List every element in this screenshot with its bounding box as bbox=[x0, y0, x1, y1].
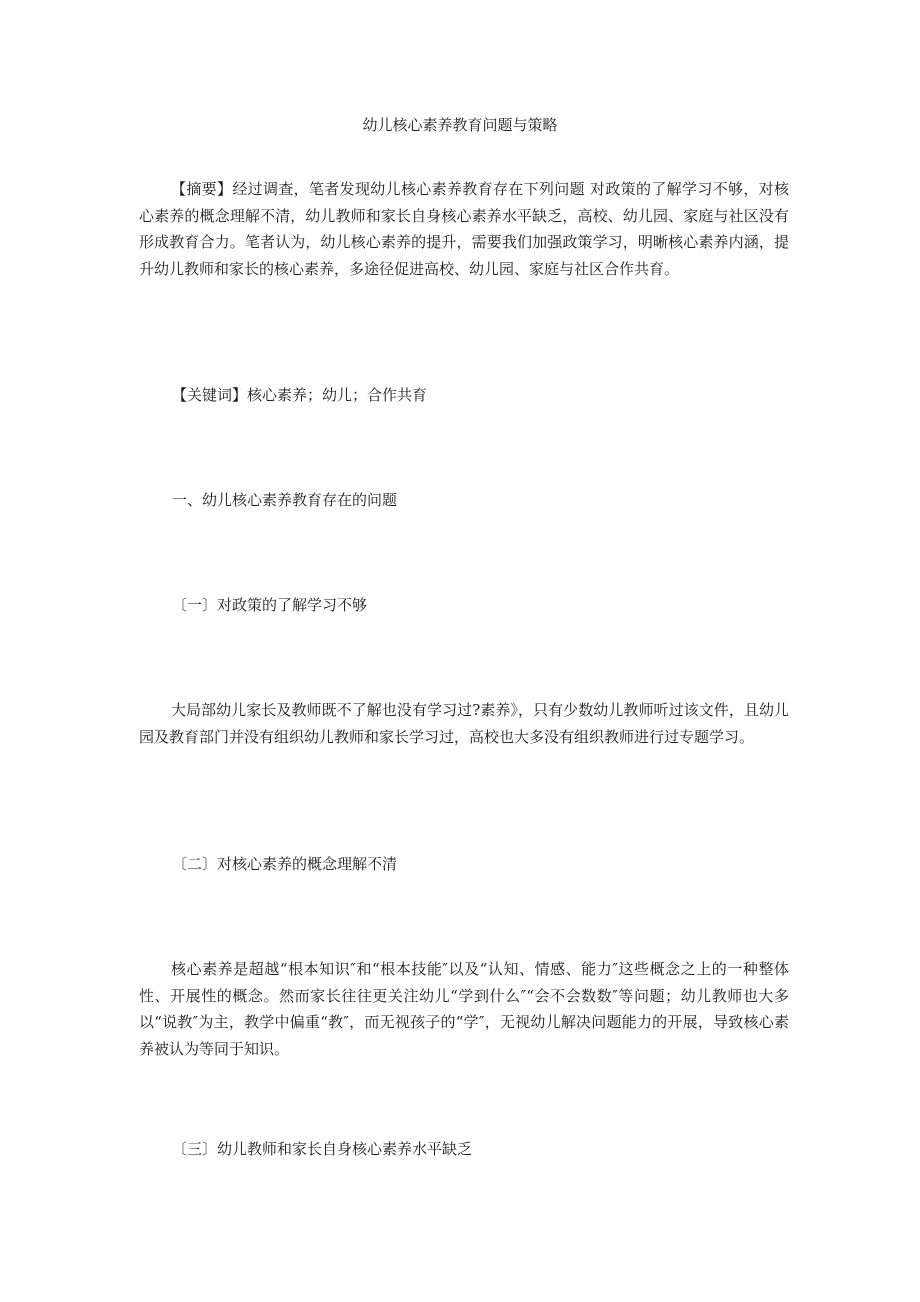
subsection-heading-3: 〔三〕幼儿教师和家长自身核心素养水平缺乏 bbox=[172, 1140, 473, 1158]
document-title: 幼儿核心素养教育问题与策略 bbox=[362, 116, 558, 134]
subsection-heading-2: 〔二〕对核心素养的概念理解不清 bbox=[172, 855, 398, 873]
subsection-1-paragraph: 大局部幼儿家长及教师既不了解也没有学习过?素养》，只有少数幼儿教师听过该文件，且幼儿园及教育部门并没有组织幼儿教师和家长学习过，高校也大多没有组织教师进行过专题学习。 bbox=[139, 701, 789, 746]
subsection-heading-1: 〔一〕对政策的了解学习不够 bbox=[172, 596, 368, 614]
section-heading-1: 一、幼儿核心素养教育存在的问题 bbox=[172, 491, 398, 509]
keywords-line: 【关键词】核心素养；幼儿；合作共育 bbox=[172, 386, 428, 404]
subsection-2-paragraph: 核心素养是超越“根本知识″和“根本技能″以及“认知、情感、能力″这些概念之上的一种整体性、开展性的概念。然而家长往往更关注幼儿“学到什么″“会不会数数″等问题；幼儿教师也大多以“说教″为主，教学中偏重“教″，而无视孩子的“学″，无视幼儿解决问题能力的开展，导致核心素养被认为等同于知识。 bbox=[139, 960, 789, 1058]
abstract-paragraph: 【摘要】经过调查，笔者发现幼儿核心素养教育存在下列问题 对政策的了解学习不够，对核心素养的概念理解不清，幼儿教师和家长自身核心素养水平缺乏，高校、幼儿园、家庭与社区没有形成教育合力。笔者认为，幼儿核心素养的提升，需要我们加强政策学习，明晰核心素养内涵，提升幼儿教师和家长的核心素养，多途径促进高校、幼儿园、家庭与社区合作共育。 bbox=[139, 180, 789, 278]
